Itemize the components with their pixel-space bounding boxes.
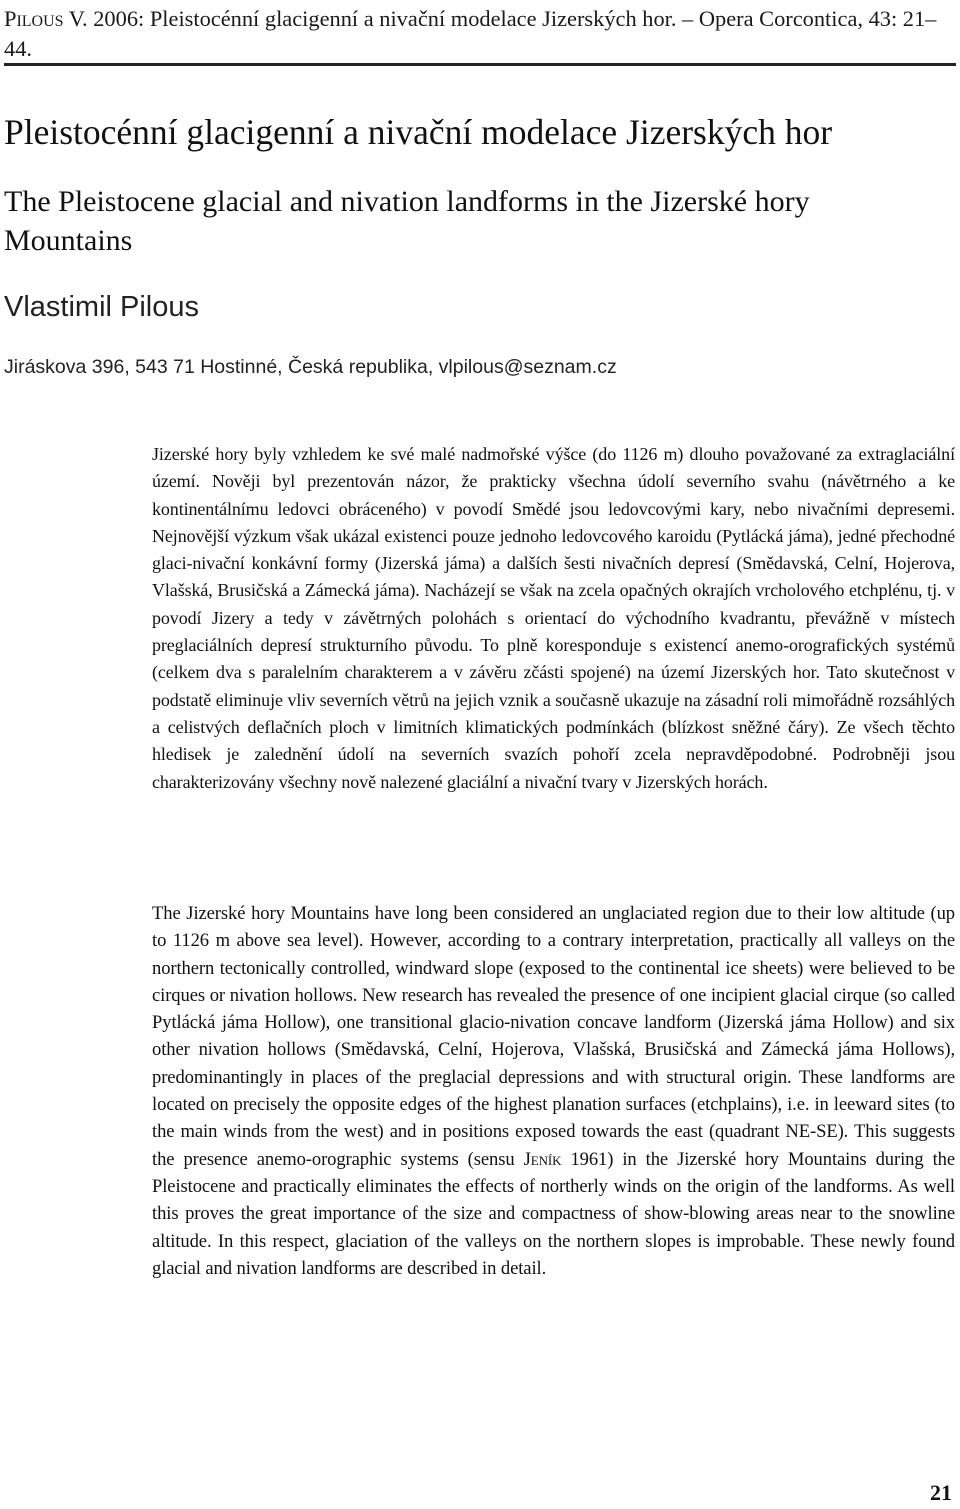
abstract-english: [152, 900, 955, 1282]
abstract-english-part1: The Jizerské hory Mountains have long been considered an unglaciated region due to their low altitude (up to 1126 m above sea level). However, according to a contrary interpretation, practically all valleys on the northern tectonically controlled, windward slope (exposed to the continental ice sheets) were believed to be cirques or nivation hollows. New research has revealed the presence of one incipient glacial cirque (so called Pytlácká jáma Hollow), one transitional glacio-nivation concave landform (Jizerská jáma Hollow) and six other nivation hollows (Smědavská, Celní, Hojerova, Vlašská, Brusičská and Zámecká jáma Hollows), predominantingly in places of the preglacial depressions and with structural origin. These landforms are located on precisely the opposite edges of the highest planation surfaces (etchplains), i.e. in leeward sites (to the main winds from the west) and in positions exposed towards the east (quadrant NE-SE). This suggests the presence anemo-orographic systems (sensu: [152, 903, 955, 1170]
citation-line: [4, 4, 956, 64]
abstract-czech: Jizerské hory byly vzhledem ke své malé nadmořské výšce (do 1126 m) dlouho považované za extraglaciální území. Nověji byl prezentován názor, že prakticky všechna údolí severního svahu (návětrného a ke kontinentálnímu ledovci obráceného) v povodí Smědé jsou ledovcovými kary, nebo nivačními depresemi. Nejnovější výzkum však ukázal existenci pouze jednoho ledovcového karoidu (Pytlácká jáma), jedné přechodné glaci-nivační konkávní formy (Jizerská jáma) a dalších šesti nivačních depresí (Smědavská, Celní, Hojerova, Vlašská, Brusičská a Zámecká jáma). Nacházejí se však na zcela opačných okrajích vrcholového etchplénu, tj. v povodí Jizery a tedy v závětrných polohách s orientací do východního kvadrantu, převážně v místech preglaciálních depresí strukturního původu. To plně koresponduje s existencí anemo-orografických systémů (celkem dva s paralelním charakterem a v závěru zčásti spojené) na území Jizerských hor. Tato skutečnost v podstatě eliminuje vliv severních větrů na jejich vznik a současně ukazuje na zásadní roli mimořádně rozsáhlých a celistvých deflačních ploch v limitních klimatických podmínkách (blízkost sněžné čáry). Ze všech těchto hledisek je zalednění údolí na severních svazích pohoří zcela nepravděpodobné. Podrobněji jsou charakterizovány všechny nově nalezené glaciální a nivační tvary v Jizerských horách.: [152, 444, 955, 792]
header-rule: [4, 63, 956, 66]
citation-author: Pilous: [4, 6, 64, 31]
author-address: Jiráskova 396, 543 71 Hostinné, Česká republika, vlpilous@seznam.cz: [4, 356, 617, 378]
title-english: The Pleistocene glacial and nivation landforms in the Jizerské hory Mountains: [4, 185, 810, 257]
citation-rest: V. 2006: Pleistocénní glacigenní a nivační modelace Jizerských hor. – Opera Corcontica, 43: 21–44.: [4, 6, 937, 61]
abstract-english-part2: 1961) in the Jizerské hory Mountains during the Pleistocene and practically eliminates the effects of northerly winds on the origin of the landforms. As well this proves the great importance of the size and compactness of show-blowing areas near to the snowline altitude. In this respect, glaciation of the valleys on the northern slopes is improbable. These newly found glacial and nivation landforms are described in detail.: [152, 1148, 955, 1279]
author-name: Vlastimil Pilous: [4, 291, 199, 323]
title-czech: Pleistocénní glacigenní a nivační modelace Jizerských hor: [4, 112, 833, 152]
cited-author: Jeník: [523, 1148, 562, 1170]
page-number: 21: [930, 1480, 952, 1505]
